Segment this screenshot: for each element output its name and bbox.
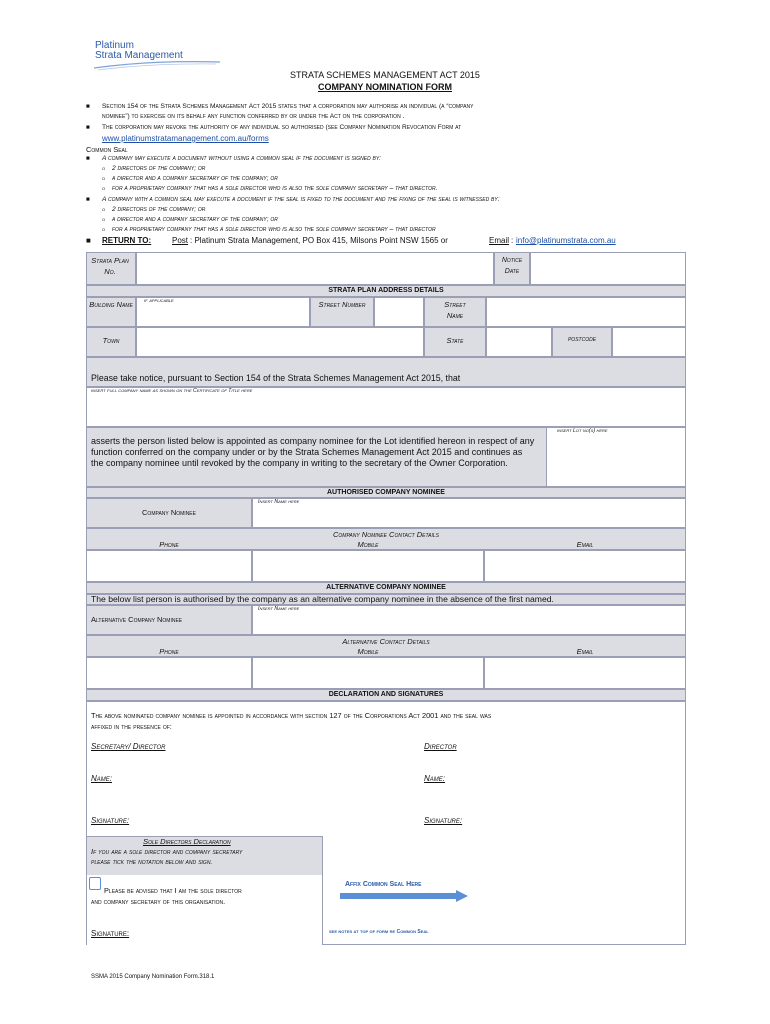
email-sep: : [511,236,514,245]
notice-date-label: Notice Date [501,257,523,275]
insert-lot-hint: insert Lot no(s) here [557,428,608,434]
bullet-3-text: A company may execute a document without using a common seal if the document is signed by: [102,155,382,162]
street-number-label: Street Number [318,300,366,309]
name-left-label[interactable]: Name: [91,774,113,783]
form-title: COMPANY NOMINATION FORM [318,82,452,92]
notice-text: Please take notice, pursuant to Section 154 of the Strata Schemes Management Act 2015, that [91,373,461,383]
bullet-3-sub-2-text: a director and a company secretary of the company; or [112,175,278,182]
return-label: RETURN TO: [102,236,152,245]
see-notes-label: see notes at top of form re Common Seal [329,929,429,935]
bullet-3-sub-1-text: 2 directors of the company; or [112,165,206,172]
alt-email-header: Email [576,647,594,656]
mobile-header: Mobile [357,540,379,549]
name-right-label[interactable]: Name: [424,774,446,783]
company-nominee-input[interactable] [252,498,686,528]
bullet-4-sub-2-text: a director and a company secretary of the company; or [112,216,278,223]
bullet-1-text-2: nominee”) to exercise on its behalf any function conferred by or under the Act on the corporation . [102,113,405,120]
alt-mobile-header: Mobile [357,647,379,656]
logo [92,40,222,72]
bullet-3-sub-3-text: for a proprietary company that has a sole director who is also the sole company secretary – that director. [112,185,438,192]
sole-director-checkbox[interactable] [89,877,101,890]
act-title: STRATA SCHEMES MANAGEMENT ACT 2015 [290,70,480,80]
email-header: Email [576,540,594,549]
sole-line-2: please tick the notation below and sign. [91,857,213,866]
signature-right-label[interactable]: Signature: [424,816,463,825]
alt-phone-header: Phone [159,647,179,656]
alt-nominee-label: Alternative Company Nominee [91,615,183,624]
street-name-input[interactable] [486,297,686,327]
authorised-nominee-bar: AUTHORISED COMPANY NOMINEE [86,487,686,498]
phone-header: Phone [159,540,179,549]
phone-input[interactable] [86,550,252,582]
address-details-bar: STRATA PLAN ADDRESS DETAILS [86,285,686,297]
footer-text: SSMA 2015 Company Nomination Form.318.1 [91,974,215,980]
street-name-label: Street Name [444,300,466,320]
town-input[interactable] [136,327,424,357]
arrow-right-icon [340,890,470,902]
insert-company-hint: insert full company name as shown on the Certificate of Title here [91,388,253,394]
lot-number-input[interactable] [546,427,686,487]
declaration-line-1: The above nominated company nominee is appointed in accordance with section 127 of the Corporations Act 2001 and the seal was [91,711,492,720]
bullet-4-text: A company with a common seal may execute a document if the seal is fixed to the document and the fixing of the seal is witnessed by: [102,196,500,203]
state-input[interactable] [486,327,552,357]
alt-insert-name-hint: Insert Name here [258,606,300,612]
if-applicable-hint: if applicable [144,298,174,304]
sole-line-1: If you are a sole director and company secretary [91,847,243,856]
strata-plan-label: Strata Plan No. [91,256,129,276]
advised-line-2: and company secretary of this organisation. [91,897,226,906]
email-link[interactable]: info@platinumstrata.com.au [516,236,616,245]
company-nominee-label: Company Nominee [142,508,196,517]
logo-line1: Platinum [95,40,134,51]
secretary-director-label: Secretary/ Director [91,742,166,751]
alt-mobile-input[interactable] [252,657,484,689]
bullet-4-sub-1-text: 2 directors of the company; or [112,206,206,213]
logo-line2: Strata Management [95,50,183,61]
postcode-label: postcode [567,336,597,343]
signature-left-label[interactable]: Signature: [91,816,130,825]
town-label: Town [102,336,120,345]
alt-contact-title: Alternative Contact Details [342,637,430,646]
notice-date-input[interactable] [530,252,686,285]
bullet-2-text-1: The corporation may revoke the authority of any individual so authorised (see Company Nomination Revocation Form at [102,124,462,131]
insert-name-hint: Insert Name here [258,499,300,505]
email-label: Email [489,236,510,245]
state-label: State [446,336,464,345]
street-number-input[interactable] [374,297,424,327]
advised-line-1: Please be advised that I am the sole director [104,886,242,895]
sole-directors-heading: Sole Directors Declaration [143,837,231,846]
common-seal-heading: Common Seal [86,145,128,154]
mobile-input[interactable] [252,550,484,582]
affix-seal-label: Affix Common Seal Here [345,881,422,888]
declaration-bar: DECLARATION AND SIGNATURES [86,689,686,701]
bullet-4-sub-3-text: for a proprietary company that has a sole director who is also the sole company secretary – that director [112,226,436,233]
postcode-input[interactable] [612,327,686,357]
director-label: Director [424,742,457,751]
alt-nominee-input[interactable] [252,605,686,635]
forms-link[interactable]: www.platinumstratamanagement.com.au/forms [102,134,269,143]
alt-phone-input[interactable] [86,657,252,689]
building-name-label: Building Name [89,300,133,309]
alt-email-input[interactable] [484,657,686,689]
declaration-line-2: affixed in the presence of: [91,722,172,731]
alternative-nominee-bar: ALTERNATIVE COMPANY NOMINEE [86,582,686,594]
post-text: : Platinum Strata Management, PO Box 415, Milsons Point NSW 1565 or [190,236,448,245]
post-label: Post [172,236,189,245]
email-input[interactable] [484,550,686,582]
bullet-1-text-1: Section 154 of the Strata Schemes Management Act 2015 states that a corporation may authorise an individual (a “company [102,103,474,110]
sole-signature-label[interactable]: Signature: [91,929,130,938]
nominee-contact-title: Company Nominee Contact Details [333,530,439,539]
strata-plan-input[interactable] [136,252,494,285]
asserts-text: asserts the person listed below is appointed as company nominee for the Lot identified hereon in respect of any function conferred on the company under or by the Strata Schemes Management Act 2015 and continues as the company nominee until revoked by the company in writing to the secretary of the Owner Corporation. [91,436,535,468]
alt-text: The below list person is authorised by the company as an alternative company nominee in the absence of the first named. [91,594,554,604]
